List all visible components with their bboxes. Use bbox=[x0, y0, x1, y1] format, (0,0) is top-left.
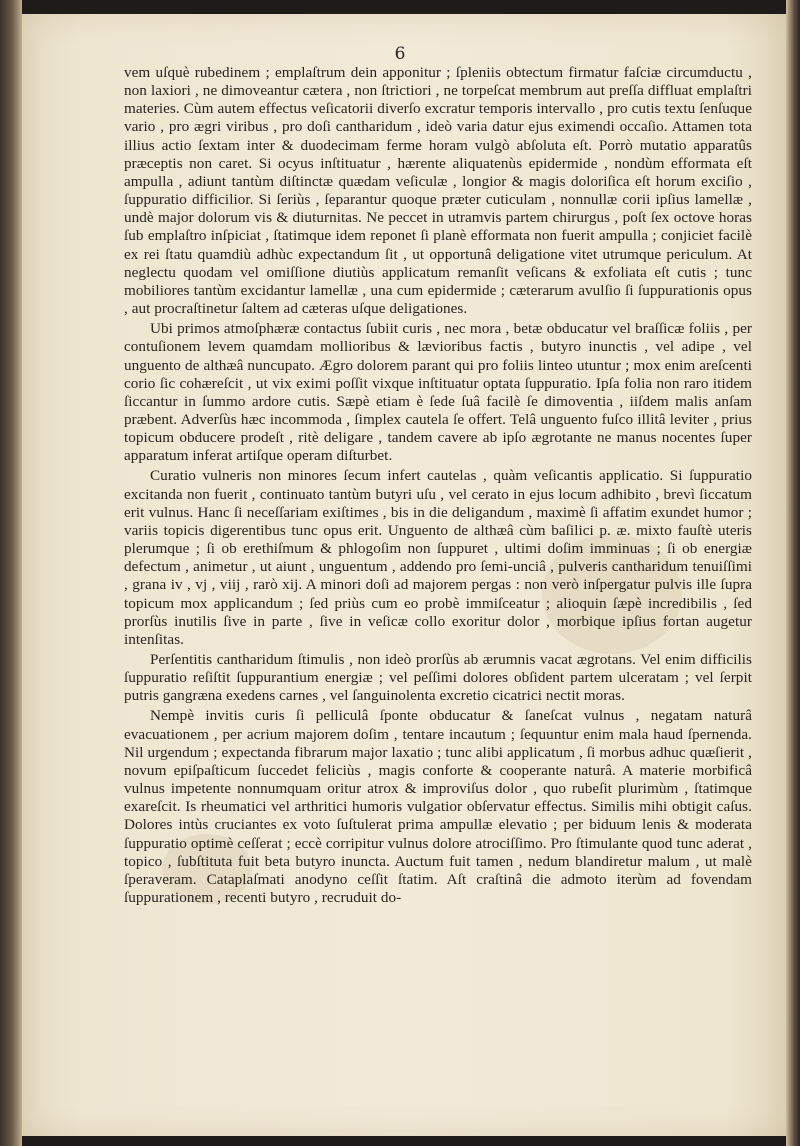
paragraph-5: Nempè invitis curis ſi pelliculâ ſponte obducatur & ſaneſcat vulnus , negatam naturâ evacuationem , per acrium majorem doſim , tentare incautum ; ſequuntur enim mala haud ſpernenda. Nil urgendum ; expectanda fibrarum major laxatio ; tunc alibi applicatum , ſi morbus adhuc quæſierit , novum epiſpaſticum ſuccedet feliciùs , magis conforte & cooperante naturâ. A materie morbificâ vulnus impetente nonnumquam oritur atrox & improviſus dolor , quo rubeſit plurimùm , ſtatimque exareſcit. Is rheumatici vel arthritici humoris vulgatior obſervatur effectus. Similis mihi obtigit caſus. Dolores intùs cruciantes ex voto ſuſtulerat prima ampullæ elevatio ; per biduum lenis & moderata ſuppuratio optimè ceſſerat ; eccè corripitur vulnus dolore atrociſſimo. Pro ſtimulante quod tunc aderat , topico , ſubſtituta fuit beta butyro inuncta. Auctum fuit tamen , nedum blandiretur malum , ut malè ſperaveram. Cataplaſmati anodyno ceſſit ſtatim. Aſt craſtinâ die admoto iterùm ad fovendam ſuppurationem , recenti butyro , recruduit do- bbox=[124, 707, 752, 907]
paragraph-4: Perſentitis cantharidum ſtimulis , non ideò prorſùs ab ærumnis vacat ægrotans. Vel enim difficilis ſuppuratio reſiſtit ſuppurantium energiæ ; vel peſſimi dolores obſident partem ulceratam ; vel ſerpit putris gangræna exedens carnes , vel ſanguinolenta excretio cicatrici nectit moras. bbox=[124, 651, 752, 705]
book-binding-edge bbox=[0, 0, 22, 1146]
paragraph-1: vem uſquè rubedinem ; emplaſtrum dein apponitur ; ſpleniis obtectum firmatur faſciæ circumductu , non laxiori , ne dimoveantur cætera , non ſtrictiori , ne torpeſcat membrum aut preſſa diffluat emplaſtri materies. Cùm autem effectus veſicatorii diverſo excratur temporis intervallo , pro cutis textu ſenſuque vario , pro ægri viribus , pro doſi cantharidum , ideò varia datur ejus eximendi occaſio. Attamen tota illius actio ſextam inter & duodecimam ferme horam vulgò abſoluta eſt. Porrò mutatio apparatûs præceptis non caret. Si ocyus inſtituatur , hærente aliquatenùs epidermide , nondùm efformata eſt ampulla , adiunt tantùm diſtinctæ quædam veſiculæ , longior & magis doloriſica eſt horum exciſio , ſuppuratio difficilior. Si ſeriùs , ſeparantur quoque præter cuticulam , nonnullæ corii ipſius lamellæ , undè major dolorum vis & diuturnitas. Ne peccet in utramvis partem chirurgus , poſt ſex octove horas ſub emplaſtro inſpiciat , ſtatimque idem reponet ſi planè efformata non fuerit ampulla ; conjiciet facilè ex rei ſtatu quamdiù adhùc expectandum ſit , ut opportunâ deligatione vitet utrumque periculum. At neglectu quodam vel omiſſione diutiùs applicatum remanſit veſicans & exfoliata eſt cutis ; tunc mobiliores tantùm excidantur lamellæ , una cum epidermide ; cæterarum avulſio ſi ſuppurationis opus , aut procraſtinetur ſaltem ad cæteras uſque deligationes. bbox=[124, 64, 752, 318]
paragraph-2: Ubi primos atmoſphæræ contactus ſubiit curis , nec mora , betæ obducatur vel braſſicæ foliis , per contuſionem levem quamdam mollioribus & lævioribus factis , butyro inunctis , vel adipe , vel unguento de althæâ nuncupato. Ægro dolorem parant qui pro foliis linteo utuntur ; mox enim areſcenti corio ſic cohæreſcit , ut vix eximi poſſit vixque inſtituatur optata ſuppuratio. Ipſa folia non raro itidem ſiccantur in ſummo ardore cutis. Sæpè etiam è ſede ſuâ facilè ſe dimoventia , iiſdem malis anſam præbent. Adverſùs hæc incommoda , ſimplex cautela ſe offert. Telâ unguento fuſco illitâ leviter , prius topicum obducere prodeſt , ritè deligare , tandem cavere ab ipſo ægrotante ne manus nocentes ſuper apparatum inferat artiſque operam diſturbet. bbox=[124, 320, 752, 465]
paragraph-3: Curatio vulneris non minores ſecum infert cautelas , quàm veſicantis applicatio. Si ſuppuratio excitanda non fuerit , continuato tantùm butyri uſu , vel cerato in ejus locum adhibito , brevì ſiccatum erit vulnus. Hanc ſi neceſſariam exiſtimes , bis in die deligandum , maximè ſi affatim exundet humor ; variis topicis digerentibus tunc opus erit. Unguento de althæâ cùm baſilici p. æ. mixto fauſtè uteris plerumque ; ſi ob erethiſmum & phlogoſim non ſuppuret , ultimi doſim imminuas ; ſi ob energiæ defectum , animetur , ut aiunt , unguentum , addendo pro ſemi-unciâ , pulveris cantharidum tenuiſſimi , grana iv , vj , viij , rarò xij. A minori doſi ad majorem pergas : non verò inſpergatur pulvis ille ſupra topicum mox applicandum ; ſed priùs cum eo probè immiſceatur ; alioquin ſæpè incredibilis , ſed prorſùs inutilis ſive in parte , ſive in veſicæ collo exoritur dolor , morbique ipſius fortan augetur intenſitas. bbox=[124, 467, 752, 648]
page-number: 6 bbox=[394, 44, 406, 64]
body-text bbox=[124, 64, 752, 909]
page-fore-edge bbox=[786, 0, 800, 1146]
